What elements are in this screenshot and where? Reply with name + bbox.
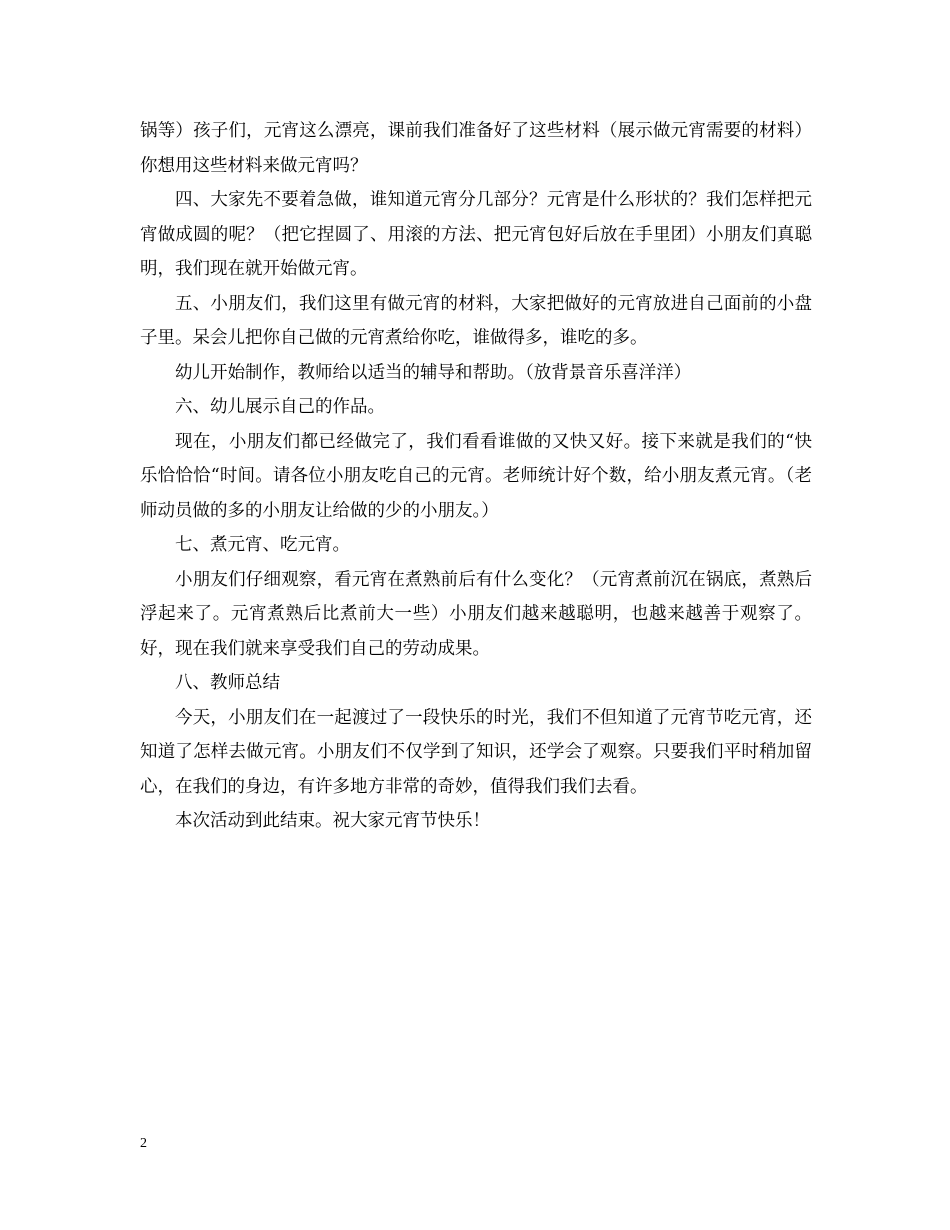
paragraph-observation: 小朋友们仔细观察，看元宵在煮熟前后有什么变化？（元宵煮前沉在锅底，煮熟后浮起来了。元宵煮熟后比煮前大一些）小朋友们越来越聪明，也越来越善于观察了。好，现在我们就来享受我们自己的劳动成果。 [140,569,812,659]
paragraph-step-eight: 八、教师总结 [175,673,280,693]
paragraph-closing: 本次活动到此结束。祝大家元宵节快乐！ [175,811,490,831]
paragraph-step-five: 五、小朋友们，我们这里有做元宵的材料，大家把做好的元宵放进自己面前的小盘子里。呆会儿把你自己做的元宵煮给你吃，谁做得多，谁吃的多。 [140,293,812,348]
paragraph-children-making: 幼儿开始制作，教师给以适当的辅导和帮助。（放背景音乐喜洋洋） [175,362,692,383]
paragraph-materials: 锅等）孩子们，元宵这么漂亮，课前我们准备好了这些材料（展示做元宵需要的材料）你想用这些材料来做元宵吗？ [140,121,812,176]
page-number: 2 [140,1136,147,1151]
paragraph-step-four: 四、大家先不要着急做，谁知道元宵分几部分？元宵是什么形状的？我们怎样把元宵做成圆的呢？（把它捏圆了、用滚的方法、把元宵包好后放在手里团）小朋友们真聪明，我们现在就开始做元宵。 [140,190,812,279]
paragraph-step-six: 六、幼儿展示自己的作品。 [175,397,385,417]
paragraph-summary: 今天，小朋友们在一起渡过了一段快乐的时光，我们不但知道了元宵节吃元宵，还知道了怎样去做元宵。小朋友们不仅学到了知识，还学会了观察。只要我们平时稍加留心，在我们的身边，有许多地方非常的奇妙，值得我们我们去看。 [140,707,812,797]
paragraph-showcase: 现在，小朋友们都已经做完了，我们看看谁做的又快又好。接下来就是我们的“快乐恰恰恰“时间。请各位小朋友吃自己的元宵。老师统计好个数，给小朋友煮元宵。（老师动员做的多的小朋友让给做的少的小朋友。） [140,431,812,521]
document-body [140,114,812,839]
paragraph-step-seven: 七、煮元宵、吃元宵。 [175,535,350,555]
